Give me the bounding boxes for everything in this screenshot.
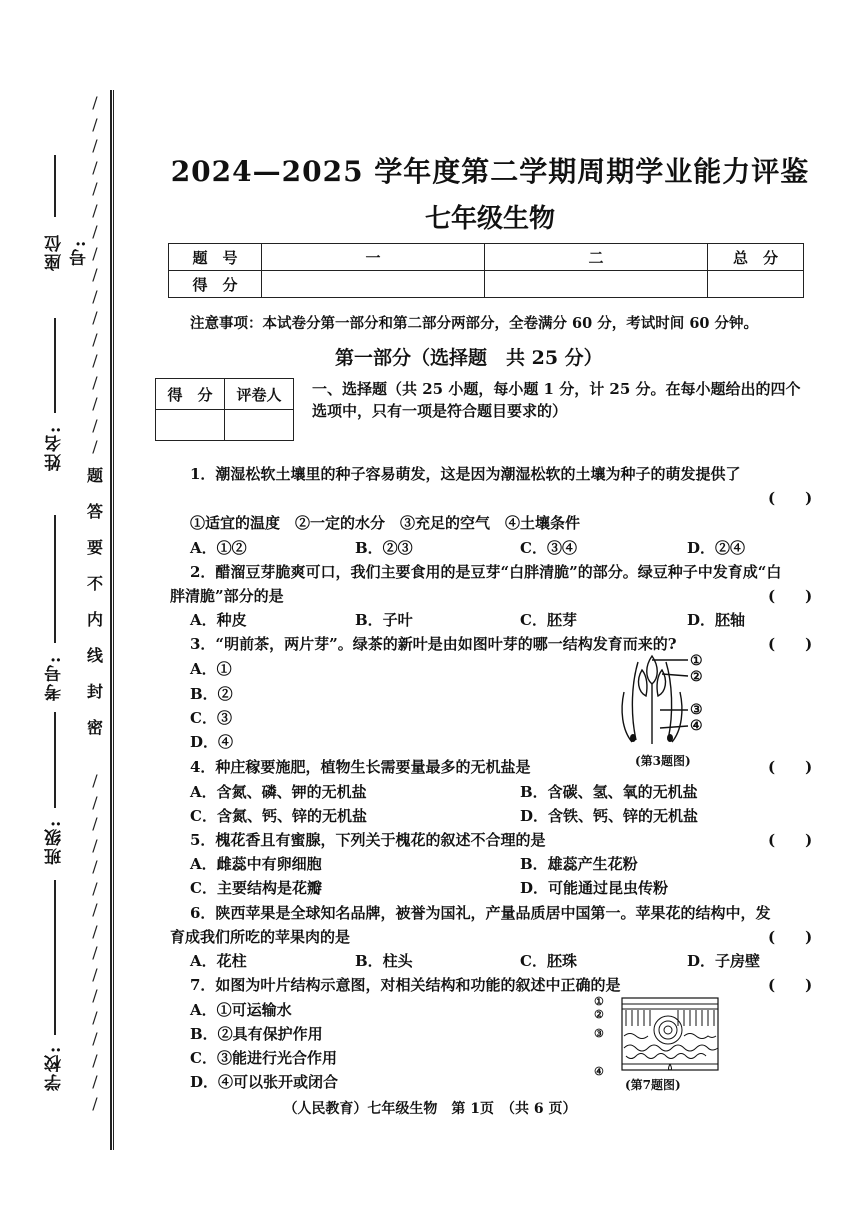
q5-option-a: A．雌蕊中有卵细胞 (190, 855, 322, 873)
q3-option-c: C．③ (190, 709, 232, 727)
q7-option-d: D．④可以张开或闭合 (190, 1073, 339, 1091)
exam-no-label: 考号: (45, 654, 65, 702)
q6-option-b: B．柱头 (355, 952, 413, 970)
q5-option-d: D．可能通过昆虫传粉 (520, 879, 669, 897)
q6-option-a: A．花柱 (190, 952, 247, 970)
notice: 注意事项：本试卷分第一部分和第二部分两部分，全卷满分 60 分，考试时间 60 分钟。 (190, 315, 759, 332)
q3-answer-bracket[interactable]: ( ) (768, 635, 813, 653)
name-line[interactable] (54, 318, 56, 413)
q3-fig-label-4: ④ (690, 718, 703, 734)
q5-option-b: B．雄蕊产生花粉 (520, 855, 638, 873)
q5-answer-bracket[interactable]: ( ) (768, 831, 813, 849)
score-header-cell: 总 分 (708, 244, 804, 271)
q6-option-c: C．胚珠 (520, 952, 577, 970)
binding-border-inner (113, 90, 114, 1150)
q7-fig-label-4: ④ (594, 1065, 604, 1078)
score-table (168, 243, 804, 298)
q4-option-d: D．含铁、钙、锌的无机盐 (520, 807, 699, 825)
score-cell[interactable] (262, 271, 485, 298)
name-label: 姓名: (45, 424, 65, 472)
q7-stem: 7．如图为叶片结构示意图，对相关结构和功能的叙述中正确的是 (190, 976, 621, 994)
q2-stem: 2．醋溜豆芽脆爽可口，我们主要食用的是豆芽“白胖清脆”的部分。绿豆种子中发育成“白 (190, 563, 782, 581)
grader-table (155, 378, 294, 441)
q3-fig-label-1: ① (690, 653, 703, 669)
score-header-cell: 二 (485, 244, 708, 271)
exam-no-line[interactable] (54, 515, 56, 643)
part1-instruction: 一、选择题（共 25 小题，每小题 1 分，计 25 分。在每小题给出的四个选项中，只有一项是符合题目要求的） (312, 380, 801, 420)
part1-title: 第一部分（选择题 共 25 分） (335, 347, 603, 369)
q2-answer-bracket[interactable]: ( ) (768, 587, 813, 605)
q7-fig-label-1: ① (594, 995, 604, 1008)
q6-stem-cont: 育成我们所吃的苹果肉的是 (170, 928, 351, 946)
score-header-cell: 题 号 (169, 244, 262, 271)
q7-fig-label-3: ③ (594, 1027, 604, 1040)
q7-option-c: C．③能进行光合作用 (190, 1049, 337, 1067)
score-cell[interactable] (485, 271, 708, 298)
seat-label: 座位号: (45, 233, 90, 271)
q2-stem-cont: 胖清脆”部分的是 (170, 587, 284, 605)
q4-option-b: B．含碳、氢、氧的无机盐 (520, 783, 698, 801)
grader-label: 评卷人 (225, 379, 294, 410)
seal-text-column: 题 答 要 不 内 线 封 密 (86, 466, 103, 737)
q3-figure-caption: (第3题图) (635, 754, 691, 768)
q2-option-a: A．种皮 (190, 611, 247, 629)
cut-line-top: / / / / / / / / / / / / / / / / / (92, 93, 98, 456)
q2-option-d: D．胚轴 (687, 611, 746, 629)
class-label: 班级: (45, 818, 65, 866)
q1-stem: 1．潮湿松软土壤里的种子容易萌发，这是因为潮湿松软的土壤为种子的萌发提供了 (190, 465, 741, 483)
score-cell[interactable] (708, 271, 804, 298)
q2-option-c: C．胚芽 (520, 611, 577, 629)
q3-option-b: B．② (190, 685, 233, 703)
q3-fig-label-2: ② (690, 669, 703, 685)
q7-option-a: A．①可运输水 (190, 1001, 292, 1019)
school-label: 学校: (45, 1044, 65, 1092)
q4-option-c: C．含氮、钙、锌的无机盐 (190, 807, 367, 825)
grader-score-cell[interactable] (156, 410, 225, 441)
q5-stem: 5．槐花香且有蜜腺，下列关于槐花的叙述不合理的是 (190, 831, 546, 849)
q6-answer-bracket[interactable]: ( ) (768, 928, 813, 946)
exam-subtitle: 七年级生物 (424, 204, 555, 234)
q3-option-d: D．④ (190, 733, 234, 751)
q4-stem: 4．种庄稼要施肥，植物生长需要量最多的无机盐是 (190, 758, 531, 776)
q1-option-b: B．②③ (355, 539, 413, 557)
q6-option-d: D．子房壁 (687, 952, 761, 970)
leaf-section-figure (612, 996, 722, 1074)
cut-line-bottom: / / / / / / / / / / / / / / / / (92, 771, 98, 1113)
q3-stem: 3．“明前茶，两片芽”。绿茶的新叶是由如图叶芽的哪一结构发育而来的? (190, 635, 677, 653)
q7-option-b: B．②具有保护作用 (190, 1025, 323, 1043)
q1-option-d: D．②④ (687, 539, 746, 557)
score-header-cell: 一 (262, 244, 485, 271)
q5-option-c: C．主要结构是花瓣 (190, 879, 322, 897)
q4-option-a: A．含氮、磷、钾的无机盐 (190, 783, 367, 801)
q3-option-a: A．① (190, 660, 232, 678)
q1-option-a: A．①② (190, 539, 247, 557)
q1-items: ①适宜的温度 ②一定的水分 ③充足的空气 ④土壤条件 (190, 514, 581, 532)
q2-option-b: B．子叶 (355, 611, 413, 629)
page-footer: （人民教育）七年级生物 第 1页 （共 6 页） (283, 1101, 577, 1117)
score-row-label: 得 分 (169, 271, 262, 298)
grader-cell[interactable] (225, 410, 294, 441)
q7-fig-label-2: ② (594, 1008, 604, 1021)
grader-score-label: 得 分 (156, 379, 225, 410)
exam-title: 2024—2025 学年度第二学期周期学业能力评鉴 (170, 155, 810, 188)
q1-option-c: C．③④ (520, 539, 577, 557)
q6-stem: 6．陕西苹果是全球知名品牌，被誉为国礼，产量品质居中国第一。苹果花的结构中，发 (190, 904, 771, 922)
q3-fig-label-3: ③ (690, 702, 703, 718)
seat-line[interactable] (54, 155, 56, 217)
school-line[interactable] (54, 880, 56, 1035)
class-line[interactable] (54, 712, 56, 808)
binding-border (110, 90, 112, 1150)
q7-figure-caption: (第7题图) (625, 1078, 681, 1092)
q1-answer-bracket[interactable]: ( ) (768, 489, 813, 507)
q7-answer-bracket[interactable]: ( ) (768, 976, 813, 994)
q4-answer-bracket[interactable]: ( ) (768, 758, 813, 776)
